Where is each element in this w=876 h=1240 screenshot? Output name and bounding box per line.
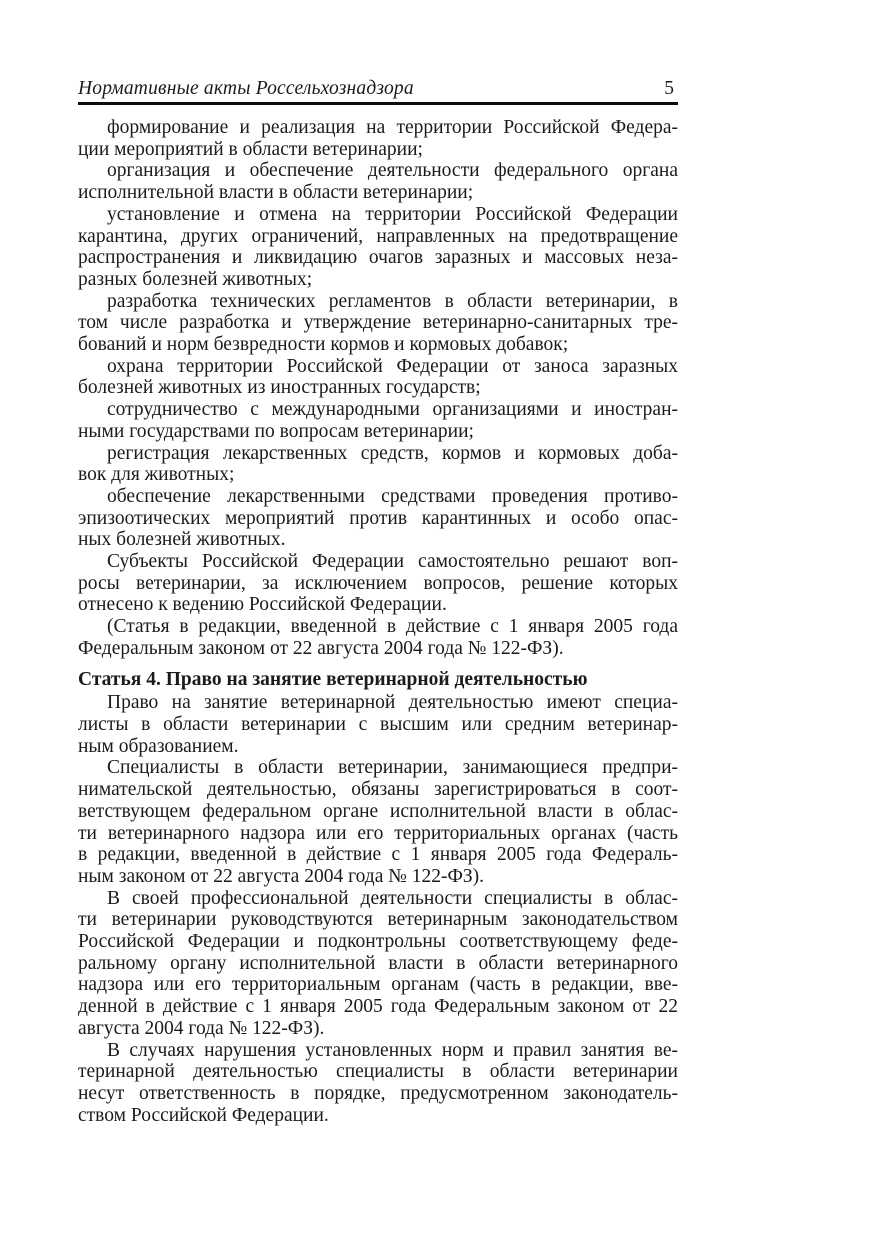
text-line: болезней животных из иностранных государств; xyxy=(78,377,481,399)
text-line: Федеральным законом от 22 августа 2004 года № 122-ФЗ). xyxy=(78,637,564,659)
text-line: В случаях нарушения установленных норм и правил занятия ве- xyxy=(107,1039,678,1061)
text-line: исполнительной власти в области ветеринарии; xyxy=(78,182,474,204)
text-line: ным законом от 22 августа 2004 года № 122-ФЗ). xyxy=(78,865,484,887)
text-line: ральному органу исполнительной власти в области ветеринарного xyxy=(78,952,678,974)
page-content xyxy=(78,78,678,1126)
paragraph xyxy=(78,551,678,616)
text-line: Специалисты в области ветеринарии, занимающиеся предпри- xyxy=(107,757,678,779)
text-line: распространения и ликвидацию очагов заразных и массовых неза- xyxy=(78,247,678,269)
text-line: отнесено к ведению Российской Федерации. xyxy=(78,594,447,616)
paragraph xyxy=(78,204,678,291)
text-line: в редакции, введенной в действие с 1 января 2005 года Федераль- xyxy=(78,844,678,866)
paragraph xyxy=(78,692,678,757)
running-header xyxy=(78,78,678,105)
text-line: ции мероприятий в области ветеринарии; xyxy=(78,138,423,160)
text-line: ным образованием. xyxy=(78,735,239,757)
text-line: листы в области ветеринарии с высшим или средним ветеринар- xyxy=(78,713,678,735)
text-line: ветствующем федеральном органе исполнительной власти в облас- xyxy=(78,800,678,822)
paragraph xyxy=(78,291,678,356)
text-line: том числе разработка и утверждение ветеринарно-санитарных тре- xyxy=(78,312,678,334)
text-line: надзора или его территориальным органам (часть в редакции, вве- xyxy=(78,974,678,996)
text-line: Субъекты Российской Федерации самостоятельно решают воп- xyxy=(107,551,678,573)
text-line: Право на занятие ветеринарной деятельностью имеют специа- xyxy=(107,692,678,714)
paragraph xyxy=(78,888,678,1040)
text-line: росы ветеринарии, за исключением вопросов, решение которых xyxy=(78,572,678,594)
paragraph xyxy=(78,486,678,551)
paragraph xyxy=(78,757,678,887)
paragraph xyxy=(78,160,678,203)
text-line: разных болезней животных; xyxy=(78,268,313,290)
text-line: (Статья в редакции, введенной в действие с 1 января 2005 года xyxy=(107,616,678,638)
text-line: охрана территории Российской Федерации от заноса заразных xyxy=(107,355,678,377)
text-line: организация и обеспечение деятельности федерального органа xyxy=(107,160,678,182)
text-line: несут ответственность в порядке, предусмотренном законодатель- xyxy=(78,1082,678,1104)
paragraph xyxy=(78,117,678,160)
page-number: 5 xyxy=(664,78,674,99)
text-line: теринарной деятельностью специалисты в области ветеринарии xyxy=(78,1061,678,1083)
document-body xyxy=(78,117,678,1126)
paragraph xyxy=(78,443,678,486)
text-line: регистрация лекарственных средств, кормов и кормовых доба- xyxy=(107,442,678,464)
text-line: ти ветеринарного надзора или его территориальных органах (часть xyxy=(78,822,678,844)
text-line: ством Российской Федерации. xyxy=(78,1104,329,1126)
text-line: вок для животных; xyxy=(78,464,235,486)
text-line: бований и норм безвредности кормов и кормовых добавок; xyxy=(78,334,569,356)
text-line: нимательской деятельностью, обязаны зарегистрироваться в соот- xyxy=(78,779,678,801)
text-line: Российской Федерации и подконтрольны соответствующему феде- xyxy=(78,931,678,953)
text-line: обеспечение лекарственными средствами проведения противо- xyxy=(107,485,678,507)
text-line: сотрудничество с международными организациями и иностран- xyxy=(107,399,678,421)
text-line: денной в действие с 1 января 2005 года Федеральным законом от 22 xyxy=(78,996,678,1018)
paragraph xyxy=(78,616,678,659)
paragraph xyxy=(78,356,678,399)
paragraph xyxy=(78,399,678,442)
section-heading: Статья 4. Право на занятие ветеринарной деятельностью xyxy=(78,668,588,690)
running-header-title: Нормативные акты Россельхознадзора xyxy=(78,78,414,99)
text-line: разработка технических регламентов в области ветеринарии, в xyxy=(107,290,678,312)
text-line: августа 2004 года № 122-ФЗ). xyxy=(78,1017,325,1039)
text-line: ных болезней животных. xyxy=(78,529,286,551)
text-line: ти ветеринарии руководствуются ветеринарным законодательством xyxy=(78,909,678,931)
text-line: установление и отмена на территории Российской Федерации xyxy=(107,203,678,225)
text-line: эпизоотических мероприятий против карантинных и особо опас- xyxy=(78,507,678,529)
text-line: карантина, других ограничений, направленных на предотвращение xyxy=(78,225,678,247)
text-line: В своей профессиональной деятельности специалисты в облас- xyxy=(107,887,678,909)
text-line: формирование и реализация на территории Российской Федера- xyxy=(107,117,678,138)
text-line: ными государствами по вопросам ветеринарии; xyxy=(78,420,474,442)
paragraph xyxy=(78,1040,678,1127)
